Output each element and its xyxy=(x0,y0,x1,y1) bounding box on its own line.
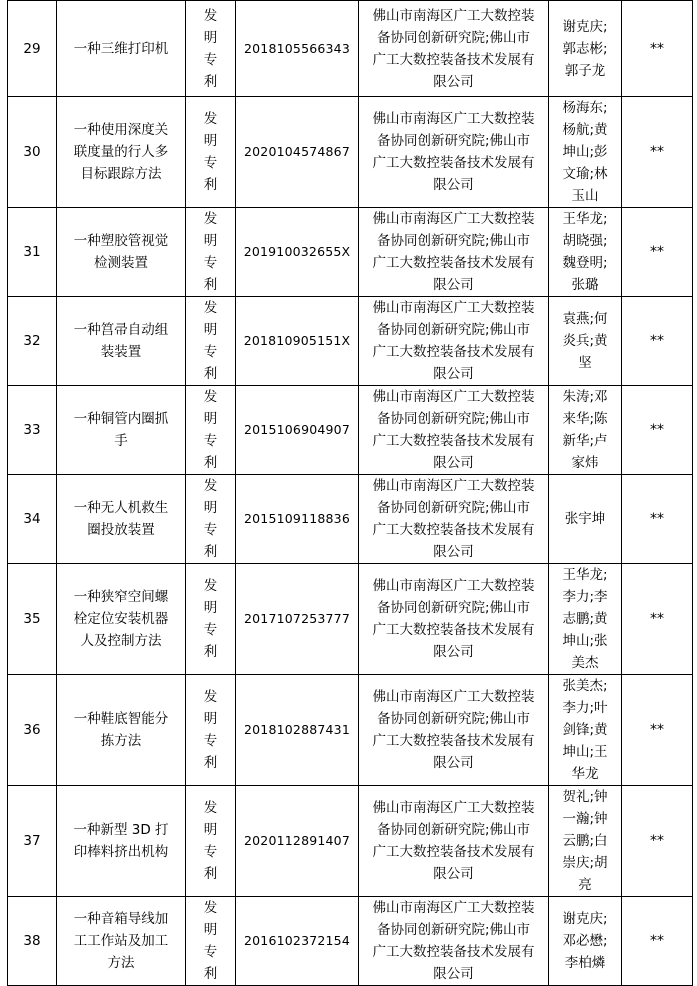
row-number: 37 xyxy=(8,786,57,897)
patent-inventors: 谢克庆;邓必懋;李柏燐 xyxy=(549,897,622,986)
row-number: 35 xyxy=(8,564,57,675)
patent-owner: 佛山市南海区广工大数控装备协同创新研究院;佛山市广工大数控装备技术发展有限公司 xyxy=(359,786,549,897)
patent-number: 2020104574867 xyxy=(236,97,359,208)
patent-name: 一种使用深度关联度量的行人多目标跟踪方法 xyxy=(57,97,186,208)
patent-owner: 佛山市南海区广工大数控装备协同创新研究院;佛山市广工大数控装备技术发展有限公司 xyxy=(359,97,549,208)
patent-mark: ** xyxy=(622,786,693,897)
patent-mark: ** xyxy=(622,386,693,475)
patent-mark: ** xyxy=(622,897,693,986)
patent-type: 发明专利 xyxy=(186,386,236,475)
patent-type: 发明专利 xyxy=(186,297,236,386)
patent-owner: 佛山市南海区广工大数控装备协同创新研究院;佛山市广工大数控装备技术发展有限公司 xyxy=(359,386,549,475)
patent-inventors: 张美杰;李力;叶剑锋;黄坤山;王华龙 xyxy=(549,675,622,786)
patent-inventors: 朱涛;邓来华;陈新华;卢家炜 xyxy=(549,386,622,475)
table-row xyxy=(8,97,693,208)
table-row xyxy=(8,675,693,786)
patent-type: 发明专利 xyxy=(186,208,236,297)
patent-type: 发明专利 xyxy=(186,1,236,97)
patent-inventors: 袁燕;何炎兵;黄坚 xyxy=(549,297,622,386)
patent-mark: ** xyxy=(622,208,693,297)
patent-number: 2016102372154 xyxy=(236,897,359,986)
patent-number: 2017107253777 xyxy=(236,564,359,675)
patent-owner: 佛山市南海区广工大数控装备协同创新研究院;佛山市广工大数控装备技术发展有限公司 xyxy=(359,675,549,786)
patent-name: 一种音箱导线加工工作站及加工方法 xyxy=(57,897,186,986)
patent-number: 2015109118836 xyxy=(236,475,359,564)
table-row xyxy=(8,386,693,475)
patent-number: 2015106904907 xyxy=(236,386,359,475)
patent-name: 一种狭窄空间螺栓定位安装机器人及控制方法 xyxy=(57,564,186,675)
row-number: 38 xyxy=(8,897,57,986)
patent-type: 发明专利 xyxy=(186,475,236,564)
patent-inventors: 谢克庆;郭志彬;郭子龙 xyxy=(549,1,622,97)
patent-inventors: 杨海东;杨航;黄坤山;彭文瑜;林玉山 xyxy=(549,97,622,208)
table-row xyxy=(8,208,693,297)
table-row xyxy=(8,897,693,986)
patent-owner: 佛山市南海区广工大数控装备协同创新研究院;佛山市广工大数控装备技术发展有限公司 xyxy=(359,897,549,986)
patent-mark: ** xyxy=(622,675,693,786)
patent-inventors: 王华龙;李力;李志鹏;黄坤山;张美杰 xyxy=(549,564,622,675)
patent-type: 发明专利 xyxy=(186,786,236,897)
table-row xyxy=(8,475,693,564)
patent-number: 2018102887431 xyxy=(236,675,359,786)
table-row xyxy=(8,1,693,97)
patent-table xyxy=(7,0,693,986)
table-row xyxy=(8,786,693,897)
patent-name: 一种鞋底智能分拣方法 xyxy=(57,675,186,786)
patent-owner: 佛山市南海区广工大数控装备协同创新研究院;佛山市广工大数控装备技术发展有限公司 xyxy=(359,475,549,564)
patent-name: 一种筥帚自动组装装置 xyxy=(57,297,186,386)
patent-mark: ** xyxy=(622,475,693,564)
row-number: 31 xyxy=(8,208,57,297)
patent-inventors: 王华龙;胡晓强;魏登明;张璐 xyxy=(549,208,622,297)
row-number: 34 xyxy=(8,475,57,564)
patent-number: 201910032655X xyxy=(236,208,359,297)
row-number: 33 xyxy=(8,386,57,475)
patent-type: 发明专利 xyxy=(186,564,236,675)
patent-type: 发明专利 xyxy=(186,97,236,208)
patent-owner: 佛山市南海区广工大数控装备协同创新研究院;佛山市广工大数控装备技术发展有限公司 xyxy=(359,208,549,297)
patent-inventors: 贺礼;钟一瀚;钟云鹏;白崇庆;胡亮 xyxy=(549,786,622,897)
patent-name: 一种新型 3D 打印棒料挤出机构 xyxy=(57,786,186,897)
patent-name: 一种铜管内圈抓手 xyxy=(57,386,186,475)
patent-number: 2020112891407 xyxy=(236,786,359,897)
patent-owner: 佛山市南海区广工大数控装备协同创新研究院;佛山市广工大数控装备技术发展有限公司 xyxy=(359,297,549,386)
patent-number: 2018105566343 xyxy=(236,1,359,97)
patent-mark: ** xyxy=(622,297,693,386)
patent-owner: 佛山市南海区广工大数控装备协同创新研究院;佛山市广工大数控装备技术发展有限公司 xyxy=(359,1,549,97)
patent-name: 一种塑胶管视觉检测装置 xyxy=(57,208,186,297)
patent-type: 发明专利 xyxy=(186,897,236,986)
row-number: 36 xyxy=(8,675,57,786)
row-number: 32 xyxy=(8,297,57,386)
table-row xyxy=(8,564,693,675)
row-number: 30 xyxy=(8,97,57,208)
patent-mark: ** xyxy=(622,564,693,675)
patent-number: 201810905151X xyxy=(236,297,359,386)
row-number: 29 xyxy=(8,1,57,97)
patent-name: 一种无人机救生圈投放装置 xyxy=(57,475,186,564)
patent-owner: 佛山市南海区广工大数控装备协同创新研究院;佛山市广工大数控装备技术发展有限公司 xyxy=(359,564,549,675)
patent-inventors: 张宇坤 xyxy=(549,475,622,564)
patent-mark: ** xyxy=(622,97,693,208)
patent-name: 一种三维打印机 xyxy=(57,1,186,97)
patent-mark: ** xyxy=(622,1,693,97)
patent-type: 发明专利 xyxy=(186,675,236,786)
table-row xyxy=(8,297,693,386)
